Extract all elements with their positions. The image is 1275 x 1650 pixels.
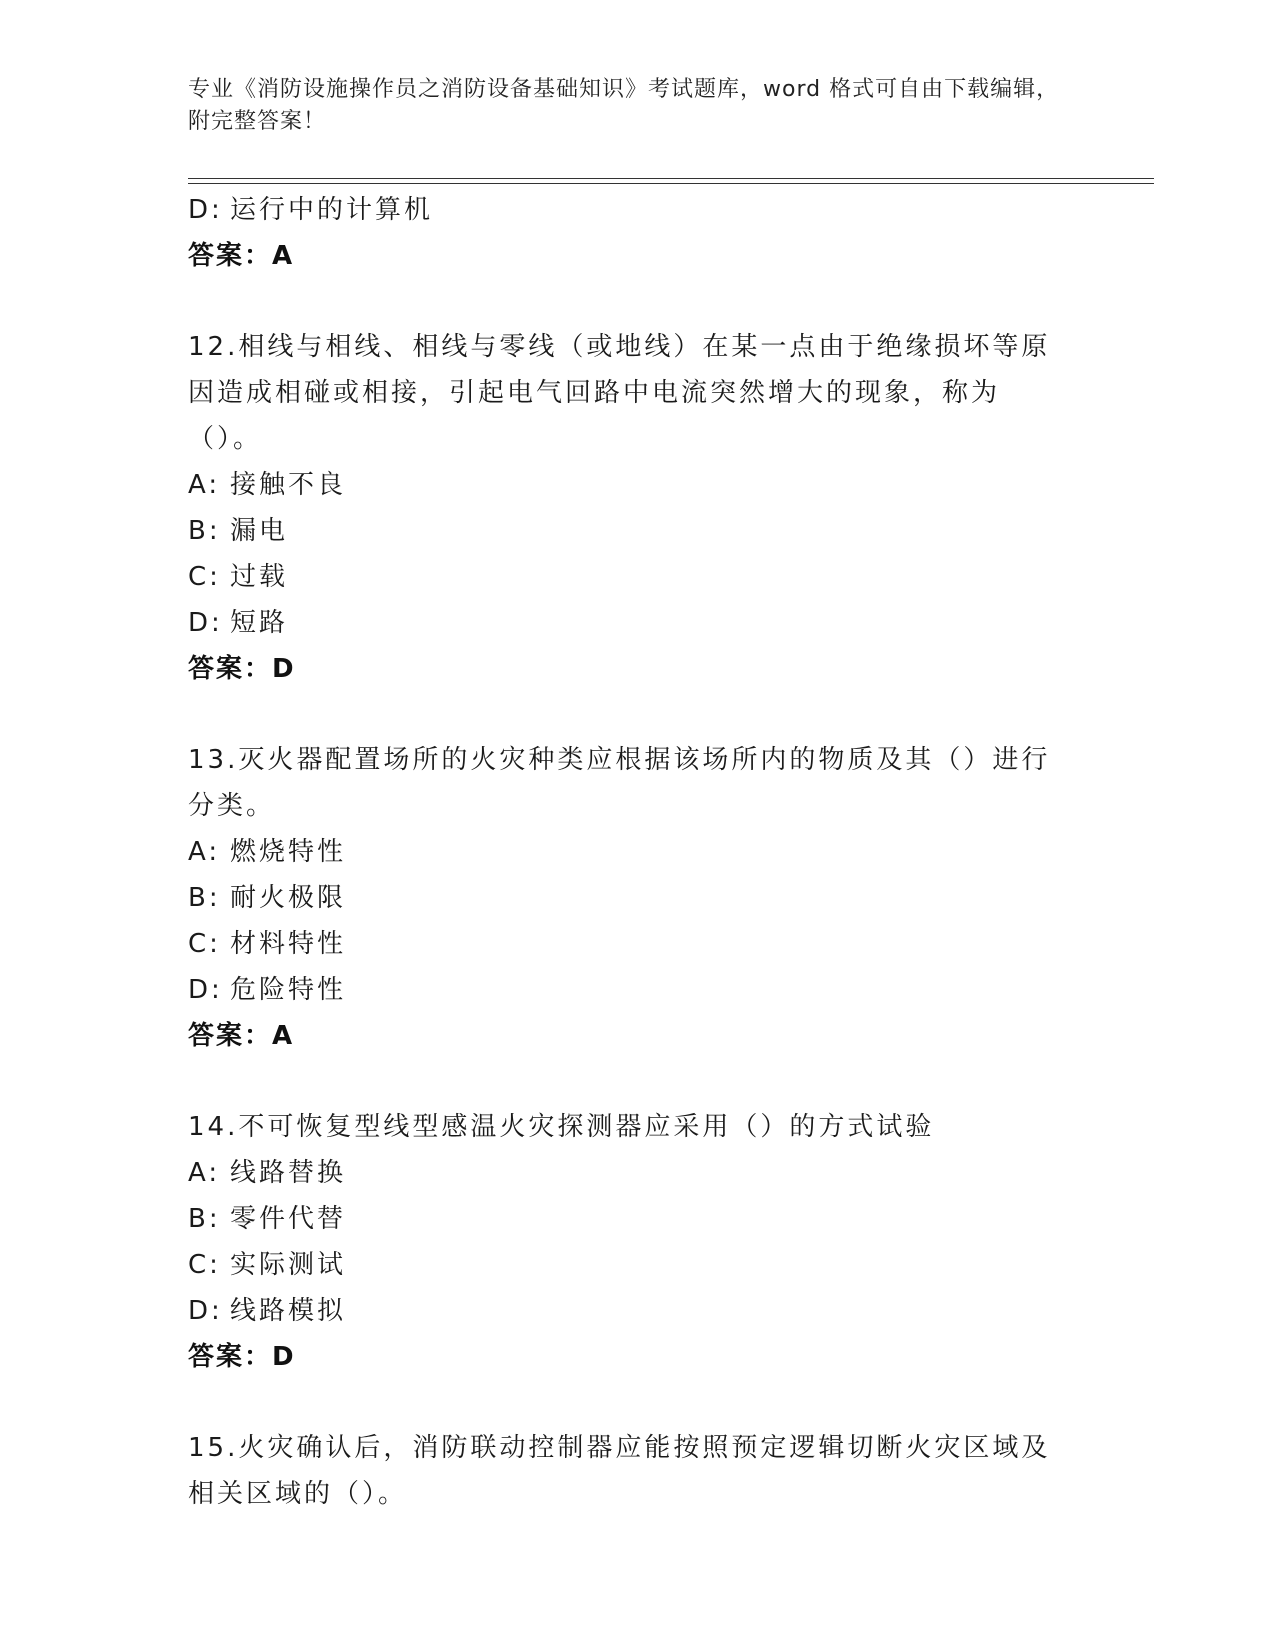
option-text: 燃烧特性 <box>230 837 347 867</box>
answer-line: 答案：A <box>188 241 295 271</box>
page-header: 专业《消防设施操作员之消防设备基础知识》考试题库，word 格式可自由下载编辑，附完整答案！ <box>188 77 1060 134</box>
option-d <box>188 967 1068 1013</box>
option-d <box>188 600 1068 646</box>
option-key: D: <box>188 195 223 225</box>
option-key: B: <box>188 516 221 546</box>
option-c <box>188 554 1068 600</box>
option-text: 零件代替 <box>230 1204 347 1234</box>
option-key: B: <box>188 1204 221 1234</box>
option-text: 接触不良 <box>230 470 347 500</box>
option-key: C: <box>188 562 221 592</box>
option-text: 短路 <box>230 608 289 638</box>
option-text: 材料特性 <box>230 929 347 959</box>
answer-line: 答案：D <box>188 654 296 684</box>
option-a <box>188 829 1068 875</box>
option-d <box>188 1288 1068 1334</box>
option-a <box>188 1150 1068 1196</box>
option-b <box>188 1196 1068 1242</box>
question-title: 13.灭火器配置场所的火灾种类应根据该场所内的物质及其（）进行分类。 <box>188 745 1051 821</box>
option-key: A: <box>188 470 221 500</box>
option-text: 漏电 <box>230 516 289 546</box>
header-divider <box>188 178 1154 184</box>
option-text: 线路模拟 <box>230 1296 347 1326</box>
option-b <box>188 875 1068 921</box>
question-title: 14.不可恢复型线型感温火灾探测器应采用（）的方式试验 <box>188 1112 935 1142</box>
option-key: D: <box>188 608 223 638</box>
option-b <box>188 508 1068 554</box>
option-c <box>188 921 1068 967</box>
option-text: 危险特性 <box>230 975 347 1005</box>
option-text: 线路替换 <box>230 1158 347 1188</box>
option-key: A: <box>188 837 221 867</box>
option-text: 过载 <box>230 562 289 592</box>
option-key: B: <box>188 883 221 913</box>
option-key: C: <box>188 929 221 959</box>
question-title: 15.火灾确认后，消防联动控制器应能按照预定逻辑切断火灾区域及相关区域的（）。 <box>188 1433 1051 1509</box>
answer-line: 答案：A <box>188 1021 295 1051</box>
question-title: 12.相线与相线、相线与零线（或地线）在某一点由于绝缘损坏等原因造成相碰或相接，引起电气回路中电流突然增大的现象，称为（）。 <box>188 332 1051 454</box>
option-key: D: <box>188 1296 223 1326</box>
option-a <box>188 462 1068 508</box>
option-c <box>188 1242 1068 1288</box>
option-key: A: <box>188 1158 221 1188</box>
document-body <box>188 187 1068 1517</box>
option-text: 实际测试 <box>230 1250 347 1280</box>
option-d <box>188 187 1068 233</box>
option-text: 耐火极限 <box>230 883 347 913</box>
option-key: D: <box>188 975 223 1005</box>
answer-line: 答案：D <box>188 1342 296 1372</box>
option-key: C: <box>188 1250 221 1280</box>
option-text: 运行中的计算机 <box>230 195 434 225</box>
